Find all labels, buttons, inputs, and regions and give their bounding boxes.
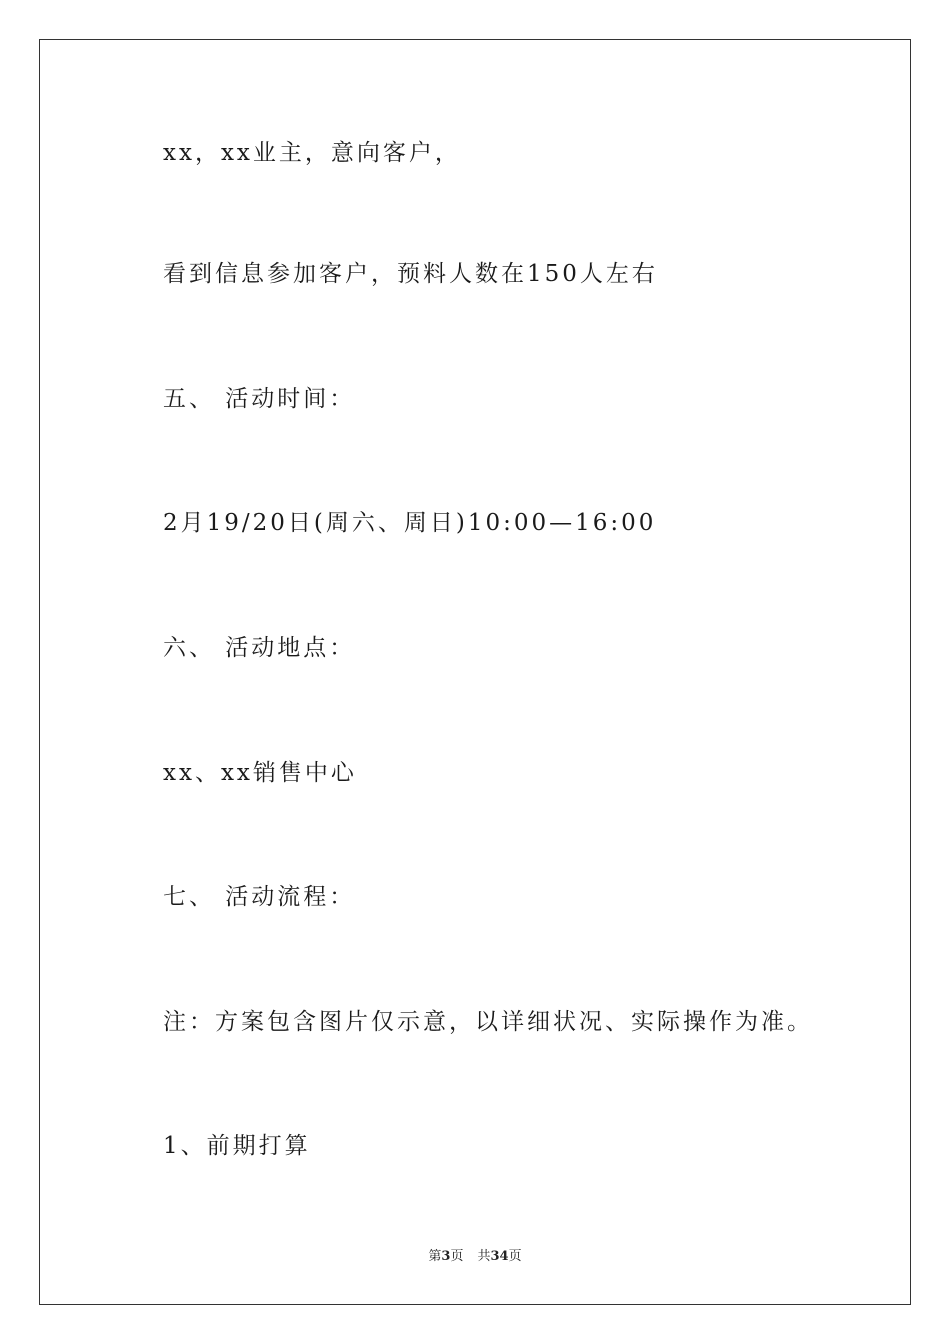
- text-line-expected-attendance: 看到信息参加客户，预料人数在150人左右: [163, 261, 658, 287]
- section-heading-activity-process: 七、 活动流程：: [163, 884, 356, 910]
- text-line-preparation: 1、前期打算: [163, 1133, 311, 1159]
- footer-page-suffix: 页: [450, 1249, 464, 1264]
- footer-total-pages: 34: [490, 1249, 509, 1264]
- footer-prefix: 第: [428, 1249, 442, 1264]
- text-line-activity-location: xx、xx销售中心: [163, 760, 357, 786]
- page-border: [39, 39, 911, 1305]
- section-heading-activity-location: 六、 活动地点：: [163, 635, 356, 661]
- page-footer: [0, 1248, 950, 1266]
- text-line-audience: xx，xx业主，意向客户，: [163, 140, 461, 166]
- text-line-activity-time: 2月19/20日(周六、周日)10:00—16:00: [163, 510, 657, 536]
- section-heading-activity-time: 五、 活动时间：: [163, 386, 356, 412]
- footer-current-page: 3: [441, 1249, 451, 1264]
- text-line-note: 注：方案包含图片仅示意，以详细状况、实际操作为准。: [163, 1009, 813, 1035]
- footer-total-prefix: 共: [477, 1249, 491, 1264]
- footer-total-suffix: 页: [508, 1249, 522, 1264]
